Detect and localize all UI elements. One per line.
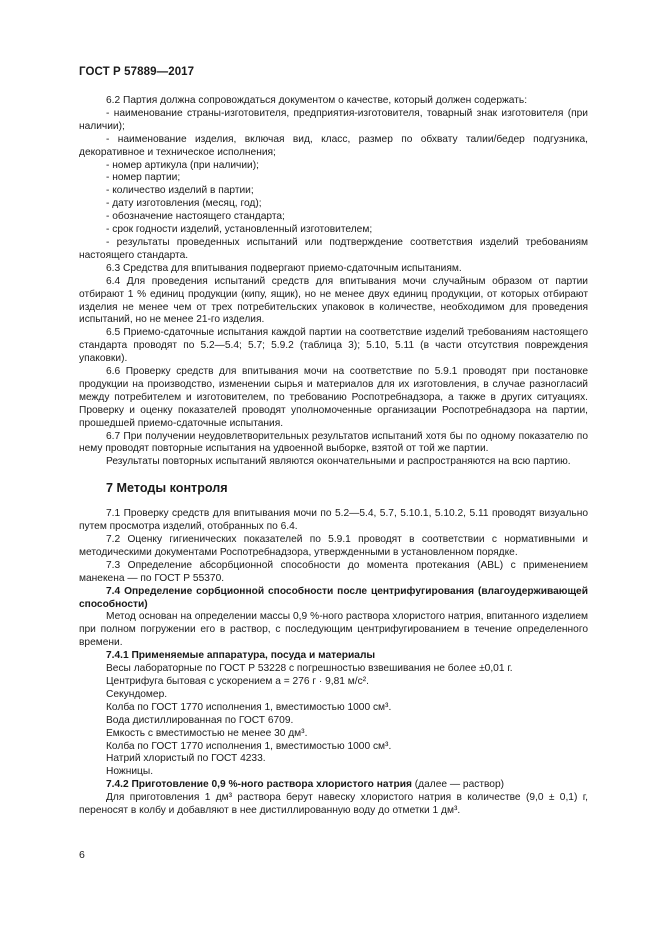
document-body <box>79 95 588 818</box>
list-item: - срок годности изделий, установленный изготовителем; <box>106 224 373 236</box>
list-item: - наименование страны-изготовителя, предприятия-изготовителя, товарный знак изготовителя (при наличии); <box>79 107 588 132</box>
paragraph: 6.2 Партия должна сопровождаться документом о качестве, который должен содержать: <box>106 95 528 106</box>
list-item: - наименование изделия, включая вид, класс, размер по обхвату талии/бедер подгузника, декоративное и техническое исполнения; <box>79 133 588 158</box>
list-item: - количество изделий в партии; <box>106 185 254 197</box>
subsection-heading-mixed <box>79 779 588 792</box>
subsection-heading: 7.4 Определение сорбционной способности после центрифугирования (влагоудерживающей способности) <box>79 585 588 610</box>
paragraph: Секундомер. <box>106 688 168 700</box>
paragraph: 6.5 Приемо-сдаточные испытания каждой партии на соответствие изделий требованиям настоящего стандарта проводят по 5.2—5.4; 5.7; 5.9.2 (таблица 3); 5.10, 5.11 (в части отсутствия повреждения упаковки). <box>79 327 588 365</box>
paragraph: Результаты повторных испытаний являются окончательными и распространяются на всю партию. <box>106 456 571 468</box>
paragraph: 7.2 Оценку гигиенических показателей по 5.9.1 проводят в соответствии с нормативными и методическими документами Роспотребнадзора, утвержденными в установленном порядке. <box>79 534 588 558</box>
paragraph: 7.3 Определение абсорбционной способности до момента протекания (ABL) с применением манекена — по ГОСТ Р 55370. <box>79 559 588 584</box>
document-header: ГОСТ Р 57889—2017 <box>79 66 195 78</box>
paragraph: Весы лабораторные по ГОСТ Р 53228 с погрешностью взвешивания не более ±0,01 г. <box>106 663 513 675</box>
list-item: - номер артикула (при наличии); <box>106 159 259 171</box>
subsection-heading-bold: 7.4.2 Приготовление 0,9 %-ного раствора хлористого натрия <box>106 779 412 791</box>
paragraph: 6.3 Средства для впитывания подвергают приемо-сдаточным испытаниям. <box>106 262 462 274</box>
paragraph: Вода дистиллированная по ГОСТ 6709. <box>106 714 294 726</box>
paragraph: 7.1 Проверку средств для впитывания мочи по 5.2—5.4, 5.7, 5.10.1, 5.10.2, 5.11 проводят визуально путем просмотра изделий, отобранных по 6.4. <box>79 508 588 533</box>
section-heading: 7 Методы контроля <box>106 481 228 496</box>
paragraph: Колба по ГОСТ 1770 исполнения 1, вместимостью 1000 см³. <box>106 740 392 752</box>
paragraph: 6.6 Проверку средств для впитывания мочи на соответствие по 5.9.1 проводят при постановке продукции на производство, изменении сырья и материалов для их изготовления, в случае разногласий между потребителем и изготовителем, по требованию Роспотребнадзора, а также в других ситуациях. Проверку и оценку показателей проводят уполномоченные организации Роспотребнадзора на партии, прошедшей приемо-сдаточные испытания. <box>79 366 588 429</box>
subsection-heading: 7.4.1 Применяемые аппаратура, посуда и материалы <box>106 650 376 662</box>
paragraph: Центрифуга бытовая с ускорением а = 276 г · 9,81 м/с². <box>106 675 369 687</box>
list-item: - дату изготовления (месяц, год); <box>106 198 262 210</box>
paragraph: Для приготовления 1 дм³ раствора берут навеску хлористого натрия в количестве (9,0 ± 0,1) г, переносят в колбу и добавляют в нее дистиллированную воду до отметки 1 дм³. <box>79 792 588 817</box>
list-item: - обозначение настоящего стандарта; <box>106 211 285 223</box>
paragraph: Колба по ГОСТ 1770 исполнения 1, вместимостью 1000 см³. <box>106 701 392 713</box>
page-number: 6 <box>79 849 85 861</box>
paragraph: 6.4 Для проведения испытаний средств для впитывания мочи случайным образом от партии отбирают 1 % единиц продукции (кипу, ящик), но не менее двух единиц продукции, от которых отбирают изделия не менее чем от трех потребительских упаковок в количестве, необходимом для проведения испытаний, но не менее 21-го изделия. <box>79 275 588 326</box>
subsection-heading-rest: (далее — раствор) <box>411 779 505 791</box>
paragraph: 6.7 При получении неудовлетворительных результатов испытаний хотя бы по одному показателю по нему проводят повторные испытания на удвоенной выборке, взятой от той же партии. <box>79 430 588 455</box>
paragraph: Натрий хлористый по ГОСТ 4233. <box>106 753 266 765</box>
paragraph: Метод основан на определении массы 0,9 %-ного раствора хлористого натрия, впитанного изделием при полном погружении его в раствор, с последующим центрифугированием в течение определенного времени. <box>79 611 588 649</box>
paragraph: Емкость с вместимостью не менее 30 дм³. <box>106 727 308 739</box>
list-item: - номер партии; <box>106 172 181 184</box>
paragraph: Ножницы. <box>106 766 154 778</box>
list-item: - результаты проведенных испытаний или подтверждение соответствия изделий требованиям настоящего стандарта. <box>79 236 588 261</box>
